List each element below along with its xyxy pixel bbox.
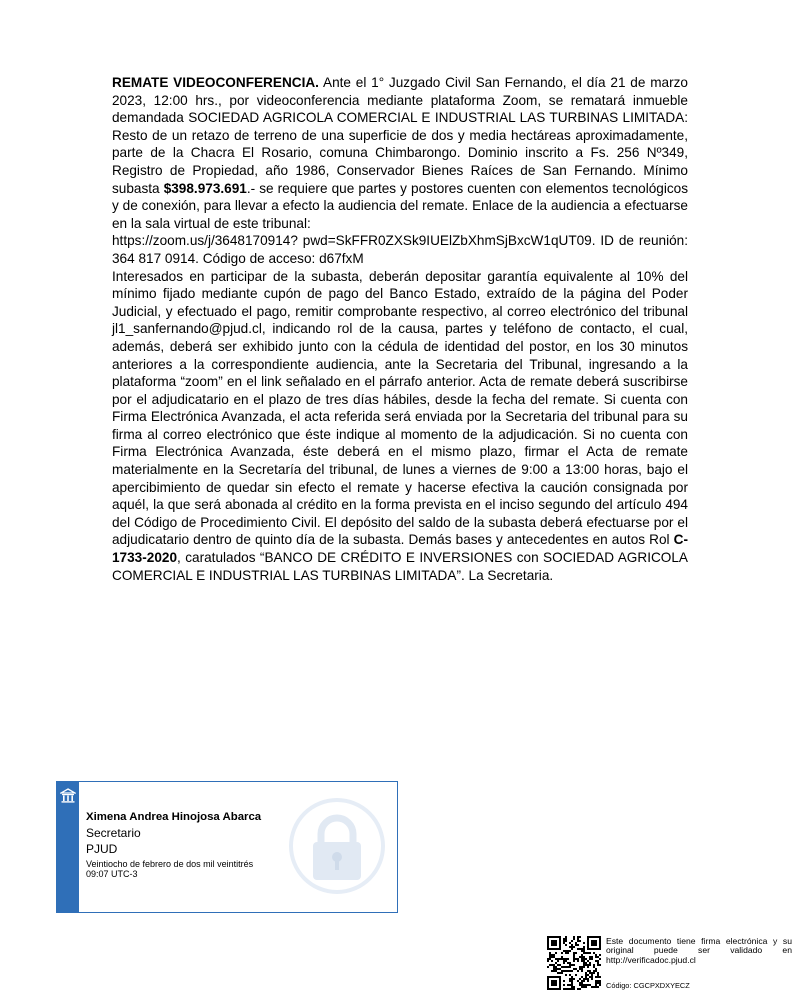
notice-text: , caratulados “BANCO DE CRÉDITO E INVERSIONES con SOCIEDAD AGRICOLA COMERCIAL E INDUSTRIAL LAS TURBINAS LIMITADA”. La Secretaria. [112, 550, 688, 583]
signer-institution: PJUD [86, 842, 118, 856]
verification-code: Código: CGCPXDXYECZ [606, 981, 690, 990]
zoom-link-text[interactable]: https://zoom.us/j/3648170914? pwd=SkFFR0ZXSk9IUElZbXhmSjBxcW1qUT09. [112, 233, 596, 249]
signature-time: 09:07 UTC-3 [86, 869, 138, 879]
notice-heading: REMATE VIDEOCONFERENCIA. [112, 75, 319, 90]
auction-notice [112, 74, 688, 584]
verification-block [547, 936, 792, 992]
qr-code-icon [547, 936, 601, 990]
notice-paragraph-2 [112, 268, 688, 585]
notice-text: Interesados en participar de la subasta, deberán depositar garantía equivalente al 10% del mínimo fijado mediante cupón de pago del Banco Estado, extraído de la página del Poder Judicial, y efectuado el pago, remitir comprobante respectivo, al correo electrónico del tribunal jl1_sanfernando@pjud.cl, indicando rol de la causa, partes y teléfono de contacto, el cual, además, deberá ser exhibido junto con la cédula de identidad del postor, en los 30 minutos anteriores a la correspondiente audiencia, ante la Secretaria del Tribunal, ingresando a la plataforma “zoom” en el link señalado en el párrafo anterior. Acta de remate deberá suscribirse por el adjudicatario en el plazo de tres días hábiles, desde la fecha del remate. Si cuenta con Firma Electrónica Avanzada, el acta referida será enviada por la Secretaria del tribunal para su firma al correo electrónico que éste indique al momento de la adjudicación. Si no cuenta con Firma Electrónica Avanzada, éste deberá en el mismo plazo, firmar el Acta de remate materialmente en la Secretaría del tribunal, de lunes a viernes de 9:00 a 13:00 horas, bajo el apercibimiento de quedar sin efecto el remate y hacerse efectiva la caución consignada por aquél, la que será abonada al crédito en la forma prevista en el inciso segundo del artículo 494 del Código de Procedimiento Civil. El depósito del saldo de la subasta deberá efectuarse por el adjudicatario dentro de quinto día de la subasta. Demás bases y antecedentes en autos Rol [112, 268, 688, 548]
case-rol: C-1733-2020 [112, 532, 688, 566]
courthouse-icon [60, 788, 76, 804]
signature-date: Veintiocho de febrero de dos mil veintitrés [86, 859, 254, 869]
notice-text: .- se requiere que partes y postores cuenten con elementos tecnológicos y de conexión, para llevar a efecto la audiencia del remate. Enlace de la audiencia a efectuarse en la sala virtual de este tribunal: [112, 180, 689, 231]
signer-role: Secretario [86, 826, 141, 840]
minimum-bid-amount: $398.973.691 [163, 180, 247, 196]
signer-name: Ximena Andrea Hinojosa Abarca [86, 811, 262, 823]
meeting-credentials: ID de reunión: 364 817 0914. Código de acceso: d67fxM [112, 233, 688, 266]
zoom-meeting-link[interactable] [112, 232, 688, 267]
signature-details [86, 810, 346, 879]
notice-text: Ante el 1° Juzgado Civil San Fernando, el día 21 de marzo 2023, 12:00 hrs., por videoconferencia mediante plataforma Zoom, se rematará inmueble demandada SOCIEDAD AGRICOLA COMERCIAL E INDUSTRIAL LAS TURBINAS LIMITADA: Resto de un retazo de terreno de una superficie de dos y media hectáreas aproximadamente, parte de la Chacra El Rosario, comuna Chimbarongo. Dominio inscrito a Fs. 256 Nº349, Registro de Propiedad, año 1986, Conservador Bienes Raíces de San Fernando. Mínimo subasta [112, 75, 688, 196]
signature-accent-stripe [57, 782, 79, 912]
electronic-signature-box [56, 781, 398, 913]
verification-text: Este documento tiene firma electrónica y su original puede ser validado en http://verificadoc.pjud.cl [606, 936, 792, 965]
notice-paragraph-1 [112, 74, 688, 232]
